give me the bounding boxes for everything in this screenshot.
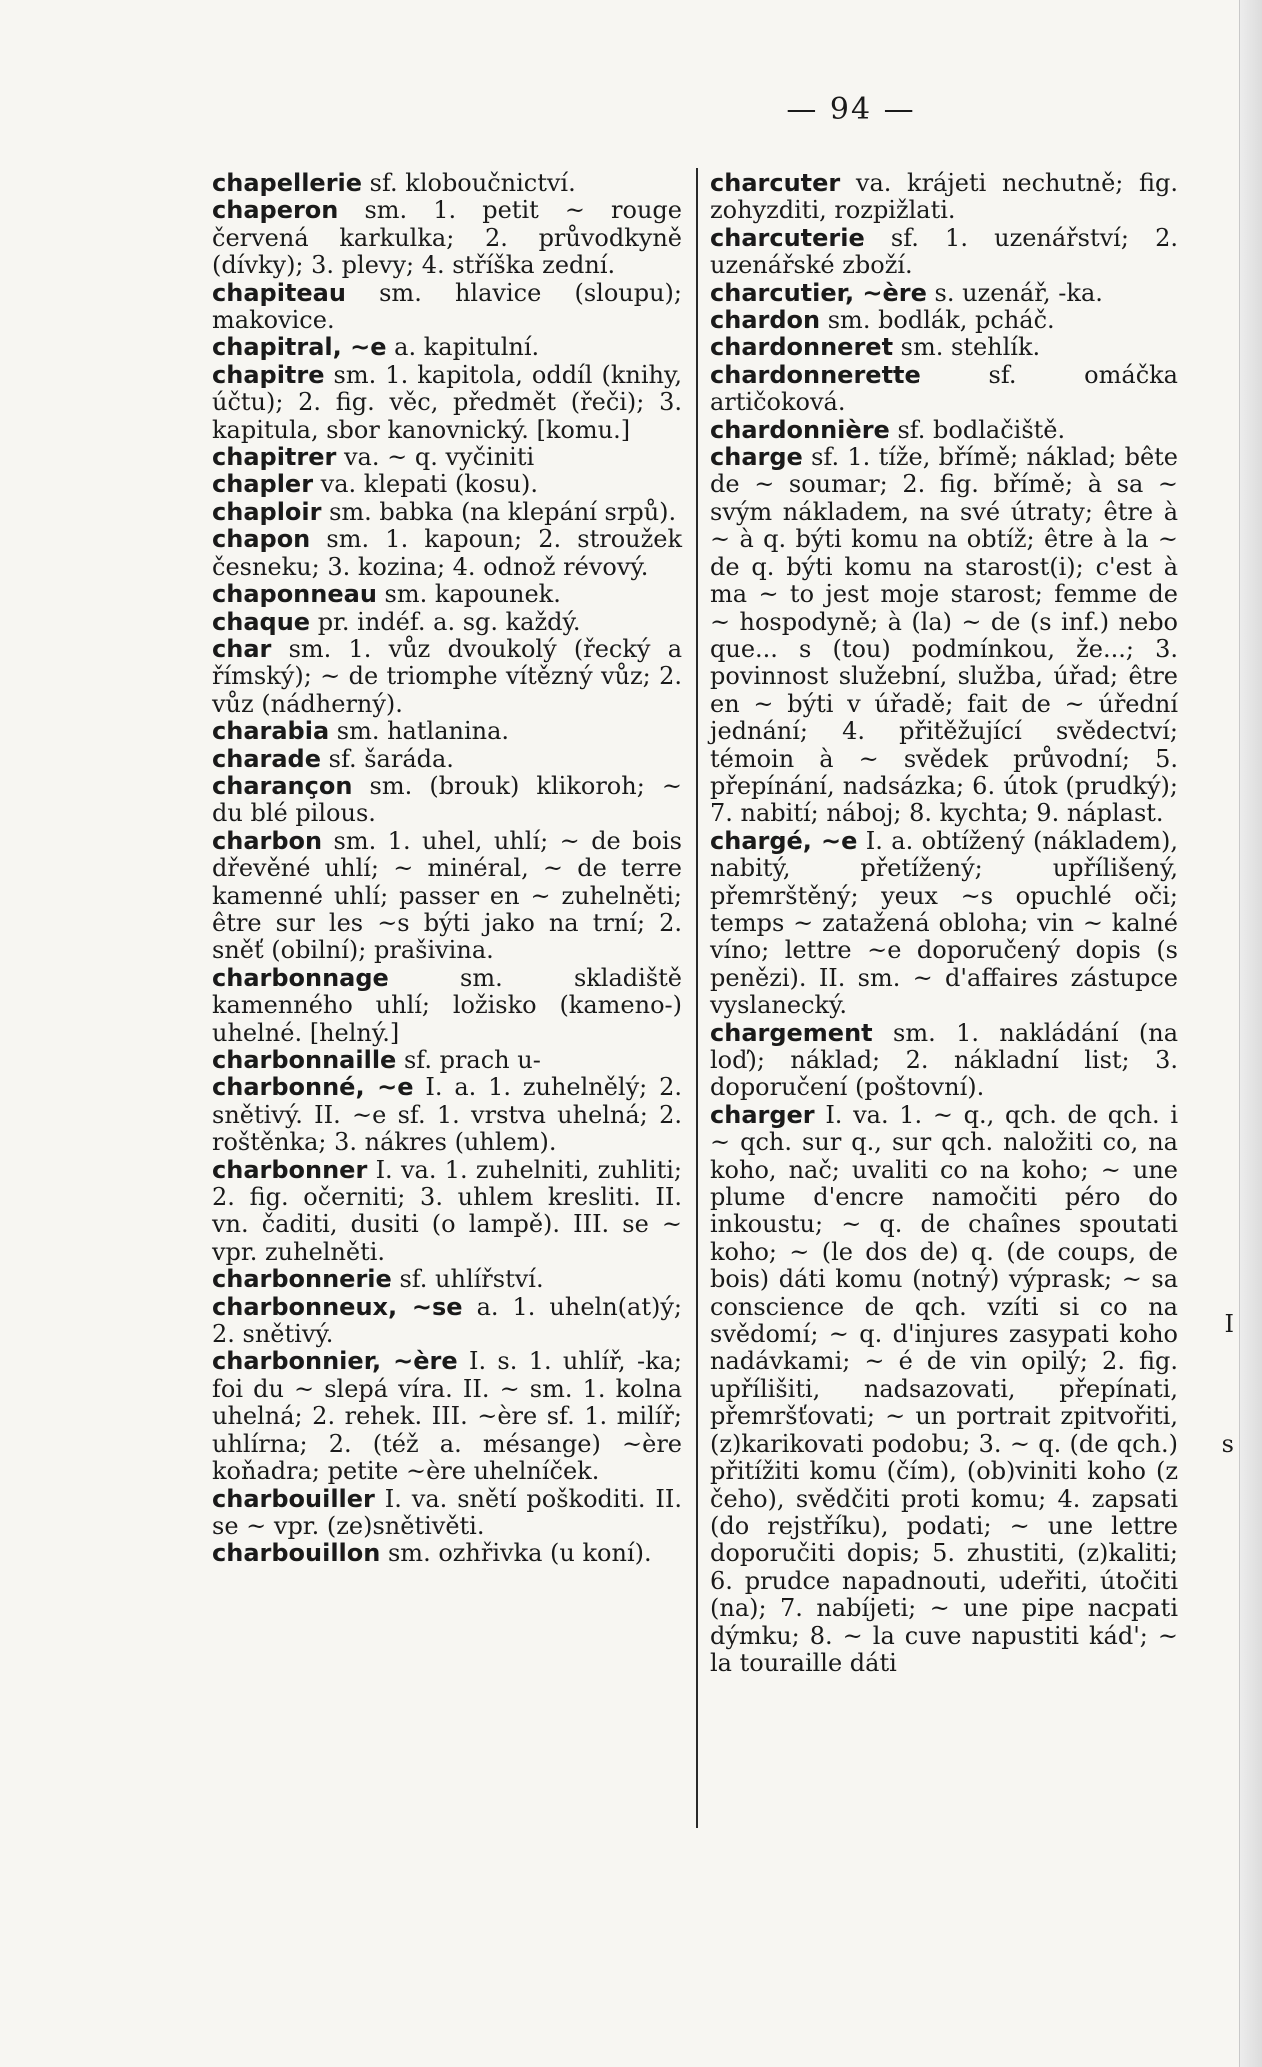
entry-headword: charbonnage [212,963,389,992]
dictionary-entry [212,1157,682,1267]
entry-definition: sf. šaráda. [321,744,454,773]
entry-headword: chapon [212,525,311,554]
page-number: — 94 — [786,92,916,127]
entry-definition: sf. 1. tíže, břímě; náklad; bête de ~ soumar; 2. fig. břímě; à sa ~ svým nákladem, na své útraty; être à ~ à q. býti komu na obtíž; être à la ~ de q. býti komu na starost(i); c'est à ma ~ to jest moje starost; femme de ~ hospodyně; à (la) ~ de (s inf.) nebo que... s (tou) podmínkou, že...; 3. povinnost služební, služba, úřad; être en ~ býti v úřadě; fait de ~ úřední jednání; 4. přitěžující svědectví; témoin à ~ svědek průvodní; 5. přepínání, nadsázka; 6. útok (prudký); 7. nabití; náboj; 8. kychta; 9. náplast. [710,443,1178,828]
entry-definition: sf. kloboučnictví. [362,169,576,197]
entry-definition: pr. indéf. a. sg. každý. [310,607,581,636]
entry-definition: sm. 1. nakládání (na loď); náklad; 2. nákladní list; 3. doporučení (poštovní). [710,1018,1178,1102]
dictionary-entry [212,526,682,581]
entry-headword: charcuterie [710,223,865,252]
margin-mark: s [1221,1430,1234,1458]
entry-headword: charger [710,1100,815,1129]
entry-headword: charade [212,744,321,773]
entry-headword: chapler [212,470,314,499]
entry-headword: chargé, ~e [710,826,858,855]
entry-headword: chaponneau [212,580,377,609]
dictionary-entry [212,197,682,279]
entry-headword: chapellerie [212,169,363,197]
dictionary-entry [212,1540,682,1567]
entry-definition: sm. ozhřivka (u koní). [380,1539,652,1568]
dictionary-entry [212,718,682,745]
entry-definition: sm. babka (na klepání srpů). [321,497,677,526]
entry-headword: charbon [212,826,323,855]
entry-definition: I. va. 1. ~ q., qch. de qch. i ~ qch. sur q., sur qch. naložiti co, na koho, nač; uvaliti co na koho; ~ une plume d'encre namočiti péro do inkoustu; ~ q. de chaînes spoutati koho; ~ (le dos de) q. (de coups, de bois) dáti komu (notný) výprask; ~ sa conscience de qch. vzíti si co na svědomí; ~ q. d'injures zasypati koho nadávkami; ~ é de vin opilý; 2. fig. upřílišiti, nadsazovati, přepínati, přemršťovati; ~ un portrait zpitvořiti, (z)karikovati podobu; 3. ~ q. (de qch.) přitížiti komu (čím), (ob)viniti koho (z čeho), svědčiti proti komu; 4. zapsati (do rejstříku), podati; ~ une lettre doporučiti dopis; 5. zhustiti, (z)kaliti; 6. prudce napadnouti, udeřiti, útočiti (na); 7. nabíjeti; ~ une pipe nacpati dýmku; 8. ~ la cuve napustiti kád'; ~ la touraille dáti [710,1100,1178,1677]
entry-definition: sf. prach u- [396,1046,541,1074]
dictionary-entry [212,773,682,828]
dictionary-entry [212,636,682,718]
entry-headword: chapitral, ~e [212,333,387,362]
entry-definition: sm. bodlák, pcháč. [820,306,1055,335]
entry-headword: chardonnerette [710,360,921,389]
dictionary-entry [710,307,1178,334]
dictionary-entry [710,225,1178,280]
entry-definition: a. 1. uheln(at)ý; 2. snětivý. [212,1292,683,1349]
dictionary-entry [212,965,682,1047]
dictionary-entry [212,1047,682,1074]
entry-definition: sm. 1. uhel, uhlí; ~ de bois dřevěné uhlí; ~ minéral, ~ de terre kamenné uhlí; passer en ~ zuhelněti; être sur les ~s býti jako na trní; 2. sněť (obilní); prašivina. [212,826,682,965]
entry-definition: I. a. 1. zuhelnělý; 2. snětivý. II. ~e sf. 1. vrstva uhelná; 2. roštěnka; 3. nákres (uhlem). [212,1073,682,1157]
entry-definition: sm. 1. petit ~ rouge červená karkulka; 2. průvodkyně (dívky); 3. plevy; 4. stříška zední. [212,196,682,280]
entry-headword: charbouillon [212,1539,381,1568]
entry-definition: sm. 1. kapoun; 2. stroužek česneku; 3. kozina; 4. odnož révový. [212,525,682,581]
entry-definition: sf. bodlačiště. [889,415,1066,444]
entry-definition: sm. stehlík. [893,333,1041,362]
dictionary-entry [212,334,682,361]
entry-definition: sm. (brouk) klikoroh; ~ du blé pilous. [212,771,682,828]
entry-headword: charabia [212,717,330,746]
entry-headword: chaploir [212,497,322,526]
dictionary-entry [710,280,1178,307]
entry-headword: chaque [212,607,311,636]
dictionary-entry [212,280,682,335]
dictionary-entry [212,1074,682,1156]
left-column [212,170,682,1568]
dictionary-entry [710,1020,1178,1102]
entry-definition: va. krájeti nechutně; fig. zohyzditi, rozpižlati. [710,169,1178,225]
entry-headword: chardonneret [710,333,894,362]
entry-definition: I. va. snětí poškoditi. II. se ~ vpr. (ze)snětivěti. [212,1484,682,1540]
right-column [710,170,1178,1677]
dictionary-entry [212,581,682,608]
entry-headword: charcutier, ~ère [710,278,927,307]
entry-definition: a. kapitulní. [386,333,540,362]
entry-headword: charbonnerie [212,1265,392,1294]
dictionary-entry [212,471,682,498]
dictionary-entry [710,444,1178,828]
entry-definition: s. uzenář, -ka. [926,278,1103,307]
adjacent-page-edge [1239,0,1262,2067]
entry-headword: chargement [710,1018,873,1047]
column-divider [696,168,698,1828]
dictionary-entry [212,1486,682,1541]
entry-headword: charbouiller [212,1484,375,1513]
dictionary-entry [710,362,1178,417]
entry-definition: I. s. 1. uhlíř, -ka; foi du ~ slepá víra. II. ~ sm. 1. kolna uhelná; 2. rehek. III. ~ère sf. 1. milíř; uhlírna; 2. (též a. mésange) ~ère koňadra; petite ~ère uhelníček. [212,1347,683,1486]
dictionary-entry [212,170,682,197]
entry-headword: charbonnaille [212,1046,397,1074]
entry-headword: charge [710,443,803,472]
dictionary-entry [212,499,682,526]
dictionary-entry [212,444,682,471]
entry-definition: sm. hatlanina. [329,717,510,746]
entry-headword: chardon [710,306,821,335]
dictionary-entry [710,828,1178,1020]
entry-headword: chaperon [212,196,339,225]
margin-mark: I [1224,1310,1234,1338]
dictionary-entry [710,334,1178,361]
entry-definition: sm. skladiště kamenného uhlí; ložisko (kameno-) uhelné. [helný.] [212,963,682,1047]
entry-headword: chapitre [212,360,325,389]
dictionary-entry [212,609,682,636]
entry-headword: charbonneux, ~se [212,1292,463,1321]
dictionary-entry [212,1348,682,1485]
entry-headword: charbonnier, ~ère [212,1347,458,1376]
entry-headword: chapiteau [212,278,346,307]
entry-headword: chapitrer [212,443,337,472]
dictionary-entry [212,1266,682,1293]
dictionary-entry [212,828,682,965]
entry-definition: sf. uhlířství. [391,1265,544,1294]
dictionary-entry [710,170,1178,225]
entry-definition: va. ~ q. vyčiniti [336,443,535,472]
entry-definition: sf. 1. uzenářství; 2. uzenářské zboží. [710,223,1178,280]
entry-definition: sm. kapounek. [376,580,561,609]
entry-definition: I. va. 1. zuhelniti, zuhliti; 2. fig. očerniti; 3. uhlem kresliti. II. vn. čaditi, dusiti (o lampě). III. se ~ vpr. zuhelněti. [212,1155,682,1266]
dictionary-entry [710,1102,1178,1678]
entry-definition: I. a. obtížený (nákladem), nabitý, přetížený; upřílišený, přemrštěný; yeux ~s opuchlé oči; temps ~ zatažená obloha; vin ~ kalné víno; lettre ~e doporučený dopis (s penězi). II. sm. ~ d'affaires zástupce vyslanecký. [710,826,1178,1020]
dictionary-entry [212,746,682,773]
dictionary-entry [212,362,682,444]
dictionary-entry [212,1294,682,1349]
entry-headword: charcuter [710,169,841,197]
entry-definition: va. klepati (kosu). [313,470,538,499]
dictionary-entry [710,417,1178,444]
entry-headword: charançon [212,771,353,800]
entry-definition: sm. 1. vůz dvoukolý (řecký a římský); ~ de triomphe vítězný vůz; 2. vůz (nádherný). [212,634,682,718]
entry-headword: chardonnière [710,415,890,444]
entry-headword: charbonné, ~e [212,1073,414,1102]
entry-headword: char [212,634,272,663]
entry-definition: sf. omáčka artičoková. [710,360,1178,417]
entry-headword: charbonner [212,1155,368,1184]
entry-definition: sm. 1. kapitola, oddíl (knihy, účtu); 2. fig. věc, předmět (řeči); 3. kapitula, sbor kanovnický. [komu.] [212,360,682,444]
entry-definition: sm. hlavice (sloupu); makovice. [212,278,682,335]
